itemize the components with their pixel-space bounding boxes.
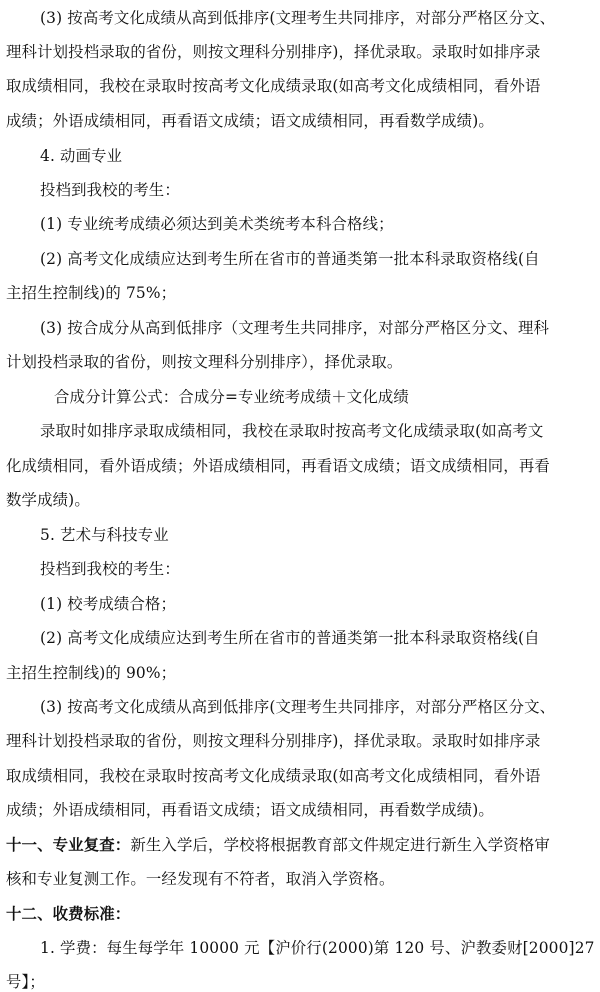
paragraph-line: 主招生控制线)的 75%； [6, 284, 177, 302]
list-item: (2) 高考文化成绩应达到考生所在省市的普通类第一批本科录取资格线(自 [40, 250, 540, 268]
paragraph-line: 成绩；外语成绩相同，再看语文成绩；语文成绩相同，再看数学成绩)。 [6, 801, 494, 819]
list-item: (2) 高考文化成绩应达到考生所在省市的普通类第一批本科录取资格线(自 [40, 629, 540, 647]
section-11-line [6, 835, 550, 855]
section-11-text: 新生入学后，学校将根据教育部文件规定进行新生入学资格审 [130, 836, 550, 854]
section-12-heading: 十二、收费标准： [6, 905, 131, 923]
formula-line: 合成分计算公式：合成分=专业统考成绩＋文化成绩 [54, 388, 409, 406]
list-item: (1) 专业统考成绩必须达到美术类统考本科合格线； [40, 215, 394, 233]
paragraph-line: 取成绩相同，我校在录取时按高考文化成绩录取(如高考文化成绩相同，看外语 [6, 77, 541, 95]
paragraph-line: 取成绩相同，我校在录取时按高考文化成绩录取(如高考文化成绩相同，看外语 [6, 767, 541, 785]
paragraph-line: 计划投档录取的省份，则按文理科分别排序），择优录取。 [6, 353, 403, 371]
fee-item: 1. 学费：每生每学年 10000 元【沪价行(2000)第 120 号、沪教委财[2000]27 [40, 939, 595, 957]
paragraph-line: 核和专业复测工作。一经发现有不符者，取消入学资格。 [6, 870, 395, 888]
paragraph-line: 化成绩相同，看外语成绩；外语成绩相同，再看语文成绩；语文成绩相同，再看 [6, 457, 550, 475]
paragraph-line: 号】； [6, 973, 45, 991]
paragraph-line: 理科计划投档录取的省份，则按文理科分别排序)，择优录取。录取时如排序录 [6, 43, 541, 61]
list-item: (3) 按合成分从高到低排序（文理考生共同排序，对部分严格区分文、理科 [40, 319, 550, 337]
paragraph-line: (3) 按高考文化成绩从高到低排序(文理考生共同排序，对部分严格区分文、 [40, 9, 556, 27]
paragraph-line: 录取时如排序录取成绩相同，我校在录取时按高考文化成绩录取(如高考文 [40, 422, 544, 440]
paragraph-line: 投档到我校的考生： [40, 560, 180, 578]
section-11-heading: 十一、专业复查： [6, 836, 131, 854]
paragraph-line: 成绩；外语成绩相同，再看语文成绩；语文成绩相同，再看数学成绩)。 [6, 112, 494, 130]
list-item: (1) 校考成绩合格； [40, 595, 177, 613]
paragraph-line: 数学成绩)。 [6, 491, 90, 509]
paragraph-line: 主招生控制线)的 90%； [6, 664, 177, 682]
paragraph-line: 投档到我校的考生： [40, 181, 180, 199]
paragraph-line: 理科计划投档录取的省份，则按文理科分别排序)，择优录取。录取时如排序录 [6, 732, 541, 750]
subsection-title: 4. 动画专业 [40, 147, 123, 165]
subsection-title: 5. 艺术与科技专业 [40, 526, 169, 544]
list-item: (3) 按高考文化成绩从高到低排序(文理考生共同排序，对部分严格区分文、 [40, 698, 556, 716]
